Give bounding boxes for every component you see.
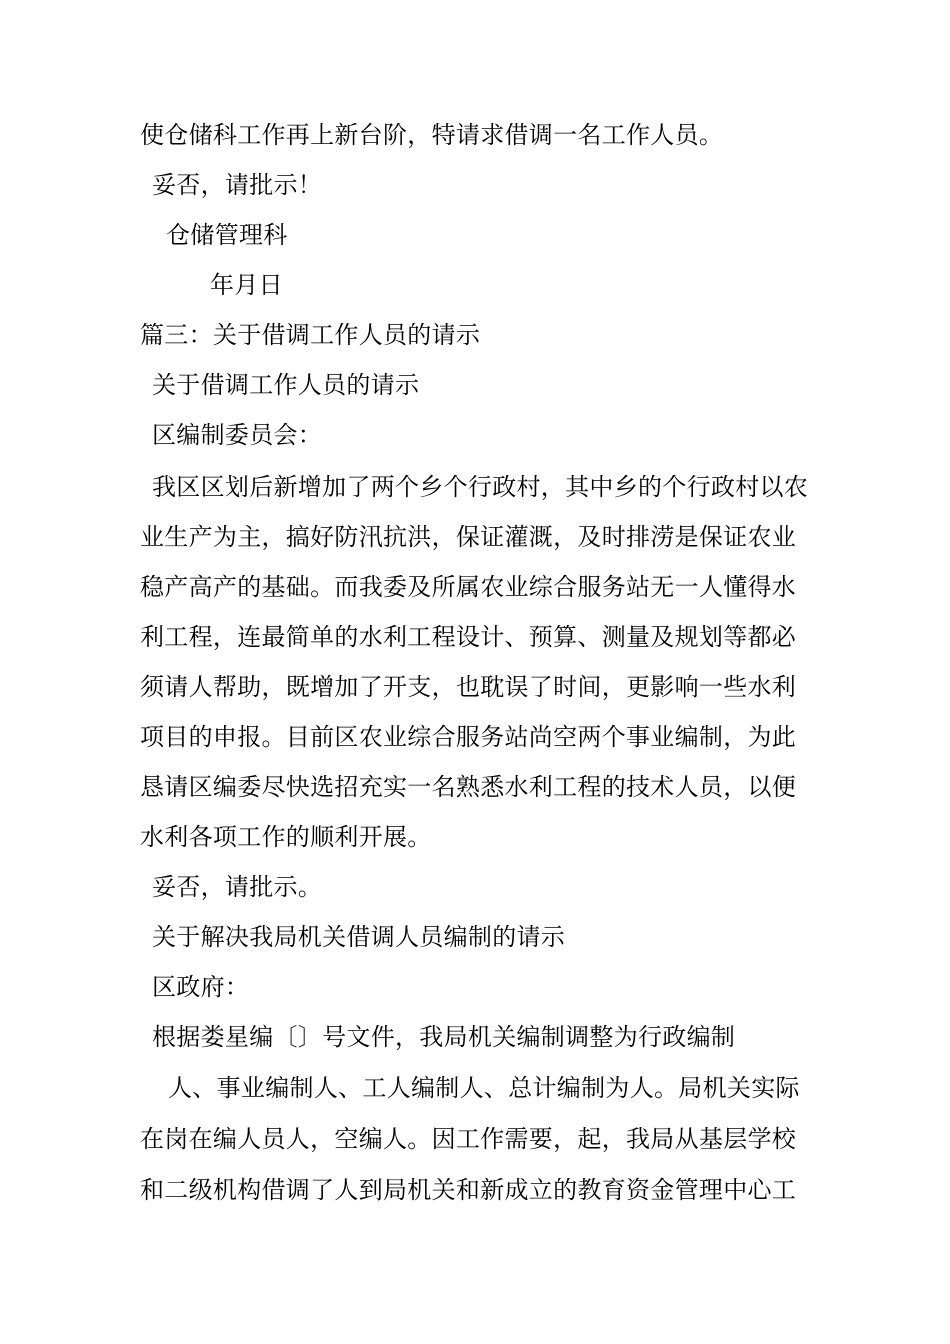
sender-department: 仓储管理科: [166, 221, 288, 249]
addressee: 区编制委员会：: [152, 421, 323, 449]
body-text-line: 须请人帮助，既增加了开支，也耽误了时间，更影响一些水利: [140, 673, 797, 701]
body-text-line: 利工程，连最简单的水利工程设计、预算、测量及规划等都必: [140, 623, 797, 651]
body-text-line: 使仓储科工作再上新台阶，特请求借调一名工作人员。: [140, 121, 724, 149]
body-text-line: 和二级机构借调了人到局机关和新成立的教育资金管理中心工: [140, 1176, 797, 1204]
body-text-line: 在岗在编人员人，空编人。因工作需要，起，我局从基层学校: [140, 1125, 797, 1153]
section-heading: 篇三：关于借调工作人员的请示: [140, 321, 481, 349]
addressee: 区政府：: [152, 973, 250, 1001]
document-title: 关于解决我局机关借调人员编制的请示: [152, 923, 566, 951]
document-title: 关于借调工作人员的请示: [152, 371, 420, 399]
body-text-line: 稳产高产的基础。而我委及所属农业综合服务站无一人懂得水: [140, 573, 797, 601]
date-line: 年月日: [210, 271, 283, 299]
closing-request: 妥否，请批示！: [152, 171, 323, 199]
body-text-line: 我区区划后新增加了两个乡个行政村，其中乡的个行政村以农: [152, 473, 809, 501]
body-text-line: 根据娄星编〔〕号文件，我局机关编制调整为行政编制: [152, 1023, 736, 1051]
body-text-line: 业生产为主，搞好防汛抗洪，保证灌溉，及时排涝是保证农业: [140, 523, 797, 551]
body-text-line: 水利各项工作的顺利开展。: [140, 823, 432, 851]
body-text-line: 人、事业编制人、工人编制人、总计编制为人。局机关实际: [168, 1074, 800, 1102]
closing-request: 妥否，请批示。: [152, 873, 323, 901]
body-text-line: 恳请区编委尽快选招充实一名熟悉水利工程的技术人员，以便: [140, 773, 797, 801]
body-text-line: 项目的申报。目前区农业综合服务站尚空两个事业编制，为此: [140, 723, 797, 751]
